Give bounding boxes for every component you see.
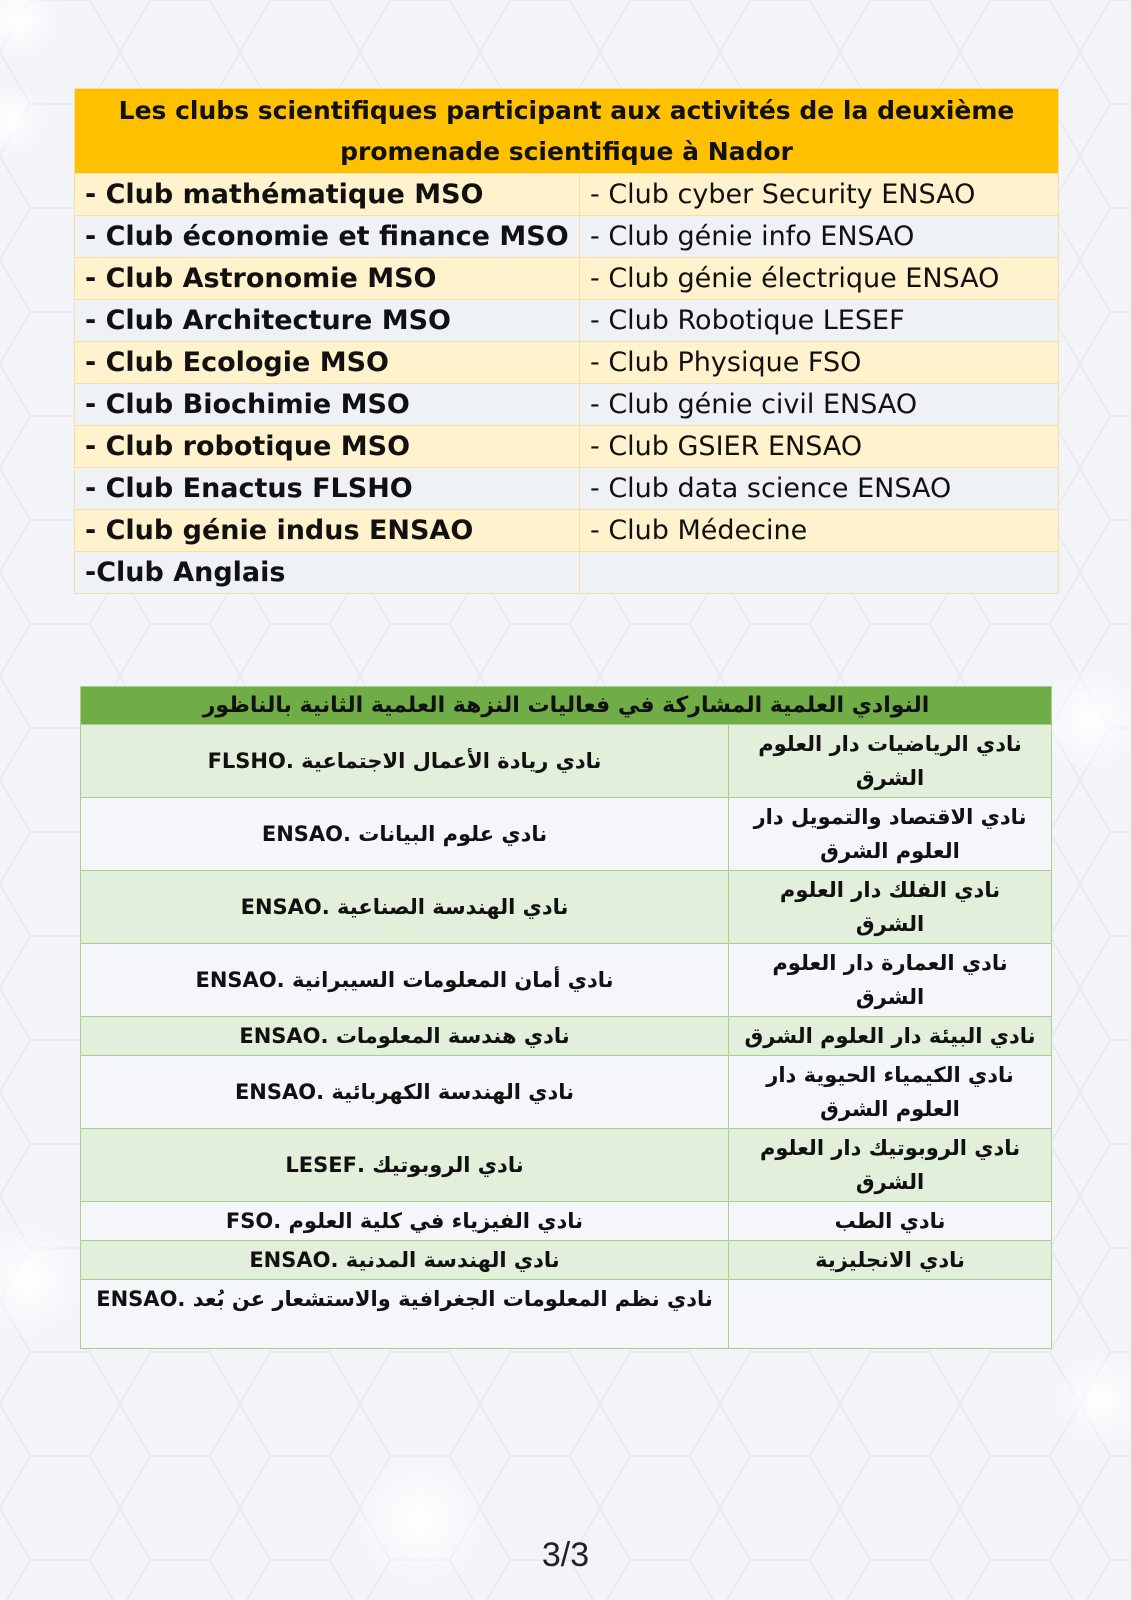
french-table-title: Les clubs scientifiques participant aux activités de la deuxième promenade scientifique à Nador: [75, 89, 1059, 174]
table-row: [81, 871, 1052, 944]
club-left-cell: نادي أمان المعلومات السيبرانية .ENSAO: [81, 944, 729, 1017]
table-row: [75, 258, 1059, 300]
club-right-cell: نادي البيئة دار العلوم الشرق: [729, 1017, 1052, 1056]
club-left-cell: نادي الفيزياء في كلية العلوم .FSO: [81, 1202, 729, 1241]
table-row: [75, 510, 1059, 552]
club-right-cell: [729, 1280, 1052, 1349]
club-left-cell: نادي علوم البيانات .ENSAO: [81, 798, 729, 871]
table-row: [81, 944, 1052, 1017]
arabic-clubs-table: [80, 686, 1052, 1349]
club-left-cell: نادي هندسة المعلومات .ENSAO: [81, 1017, 729, 1056]
table-row: [81, 798, 1052, 871]
french-clubs-table: [74, 88, 1059, 594]
table-row: [81, 1017, 1052, 1056]
club-right-cell: نادي العمارة دار العلوم الشرق: [729, 944, 1052, 1017]
club-left-cell: -Club Anglais: [75, 552, 580, 594]
club-left-cell: - Club économie et finance MSO: [75, 216, 580, 258]
club-right-cell: - Club data science ENSAO: [580, 468, 1059, 510]
club-left-cell: نادي الهندسة الكهربائية .ENSAO: [81, 1056, 729, 1129]
table-row: [75, 468, 1059, 510]
club-right-cell: نادي الروبوتيك دار العلوم الشرق: [729, 1129, 1052, 1202]
table-row: [81, 1202, 1052, 1241]
table-row: [75, 216, 1059, 258]
club-right-cell: نادي الرياضيات دار العلوم الشرق: [729, 725, 1052, 798]
club-left-cell: نادي الروبوتيك .LESEF: [81, 1129, 729, 1202]
club-left-cell: - Club robotique MSO: [75, 426, 580, 468]
club-left-cell: نادي ريادة الأعمال الاجتماعية .FLSHO: [81, 725, 729, 798]
arabic-table-title: النوادي العلمية المشاركة في فعاليات النزهة العلمية الثانية بالناظور: [81, 687, 1052, 725]
table-row: [81, 1280, 1052, 1349]
table-row: [75, 552, 1059, 594]
club-right-cell: - Club cyber Security ENSAO: [580, 174, 1059, 216]
club-left-cell: نادي الهندسة الصناعية .ENSAO: [81, 871, 729, 944]
club-left-cell: - Club mathématique MSO: [75, 174, 580, 216]
club-left-cell: - Club Biochimie MSO: [75, 384, 580, 426]
table-row: [75, 426, 1059, 468]
club-left-cell: - Club Architecture MSO: [75, 300, 580, 342]
club-right-cell: - Club Physique FSO: [580, 342, 1059, 384]
table-row: [81, 1056, 1052, 1129]
table-row: [81, 1129, 1052, 1202]
club-right-cell: - Club GSIER ENSAO: [580, 426, 1059, 468]
table-row: [81, 1241, 1052, 1280]
club-right-cell: نادي الطب: [729, 1202, 1052, 1241]
table-row: [75, 342, 1059, 384]
club-left-cell: نادي نظم المعلومات الجغرافية والاستشعار عن بُعد .ENSAO: [81, 1280, 729, 1349]
club-right-cell: - Club Médecine: [580, 510, 1059, 552]
table-row: [75, 174, 1059, 216]
club-left-cell: نادي الهندسة المدنية .ENSAO: [81, 1241, 729, 1280]
table-row: [75, 384, 1059, 426]
club-right-cell: نادي الكيمياء الحيوية دار العلوم الشرق: [729, 1056, 1052, 1129]
page-number: 3/3: [541, 1536, 590, 1574]
club-right-cell: - Club génie civil ENSAO: [580, 384, 1059, 426]
club-right-cell: نادي الانجليزية: [729, 1241, 1052, 1280]
club-right-cell: - Club génie électrique ENSAO: [580, 258, 1059, 300]
club-left-cell: - Club génie indus ENSAO: [75, 510, 580, 552]
table-row: [81, 725, 1052, 798]
club-right-cell: - Club Robotique LESEF: [580, 300, 1059, 342]
club-right-cell: نادي الفلك دار العلوم الشرق: [729, 871, 1052, 944]
club-right-cell: - Club génie info ENSAO: [580, 216, 1059, 258]
club-right-cell: [580, 552, 1059, 594]
club-left-cell: - Club Astronomie MSO: [75, 258, 580, 300]
table-row: [75, 300, 1059, 342]
club-left-cell: - Club Ecologie MSO: [75, 342, 580, 384]
club-left-cell: - Club Enactus FLSHO: [75, 468, 580, 510]
club-right-cell: نادي الاقتصاد والتمويل دار العلوم الشرق: [729, 798, 1052, 871]
